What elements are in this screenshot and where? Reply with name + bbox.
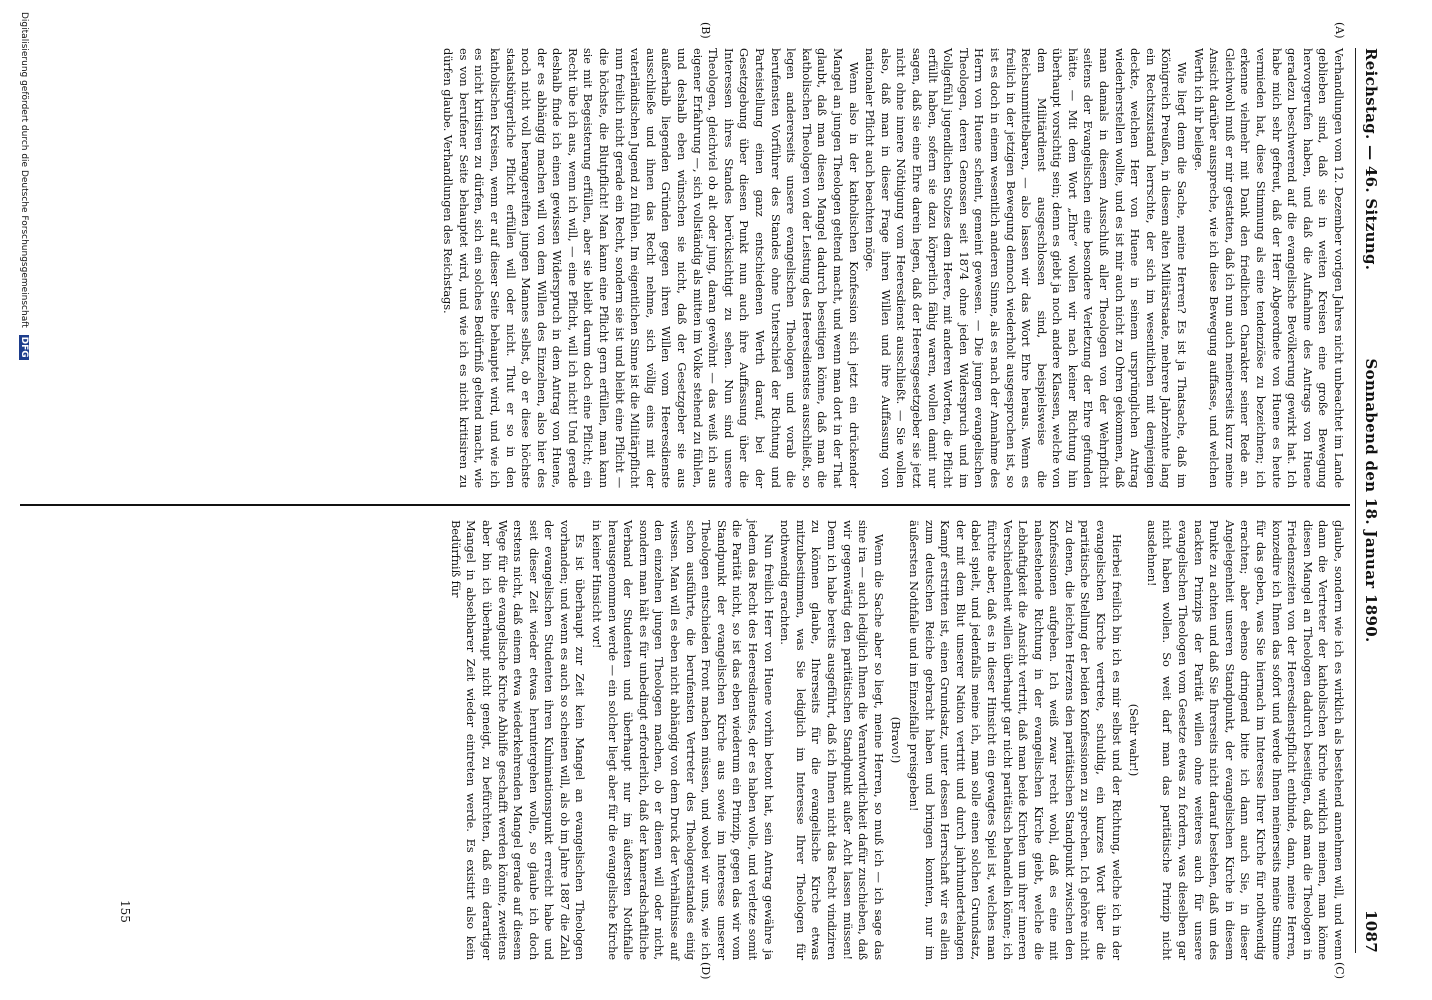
left-column	[439, 48, 1346, 488]
column-divider	[20, 504, 1350, 506]
page-number: 1087	[1362, 910, 1380, 953]
margin-marker-b: (B)	[699, 22, 712, 39]
margin-marker-a: (A)	[1333, 22, 1346, 39]
page-header	[1356, 48, 1380, 953]
paragraph: Es ist überhaupt zur Zeit kein Mangel an evangelischen Theologen vorhanden; und wenn es auch so scheinen will, als ob im Jahre 1887 die Zahl der evangelischen Studenten ihren Kulminationspunkt erreicht habe und seit dieser Zeit wieder etwas heruntergehen wolle, so glaube ich doch erstens nicht, daß einem etwa wiederkehrenden Mangel gerade auf diesem Wege für die evangelische Kirche Abhilfe geschafft werden könnte, zweitens aber bin ich überhaupt nicht geneigt, zu befürchten, daß ein derartiger Mangel in absehbarer Zeit wieder eintreten werde. Es existirt also kein Bedürfniß für	[448, 520, 588, 960]
paragraph: Hierbei freilich bin ich es mir selbst und der Richtung, welche ich in der evangelischen Kirche vertrete, schuldig, ein kurzes Wort über die paritätische Stellung der beiden Konfessionen zu sprechen. Ich gehöre nicht zu denen, die leichten Herzens den paritätischen Standpunkt zwischen den Konfessionen aufgeben. Ich weiß zwar recht wohl, daß es eine mit nahestehende Richtung in der evangelischen Kirche giebt, welche die Lebhaftigkeit die Ansicht vertritt, daß man beide Kirchen um ihrer inneren Verschiedenheit willen überhaupt gar nicht paritätisch behandeln könne; ich fürchte aber, daß es in dieser Hinsicht ein gewagtes Spiel ist, welches man dabei spielt, und jedenfalls meine ich, man solle einen solchen Grundsatz, der mit dem Blut unserer Nation vertritt und durch jahrhundertelangen Kampf erstritten ist, einen Grundsatz, unter dessen Herrschaft wir es allein zum deutschen Reiche gebracht haben und bringen konnten, nur im äußersten Nothfalle und im Einzelfalle preisgeben!	[906, 520, 1124, 960]
digitization-note	[19, 12, 29, 360]
header-date: Sonnabend den 18. Januar 1890.	[1362, 358, 1380, 643]
digitization-text: Digitalisierung gefördert durch die Deutsche Forschungsgemeinschaft	[19, 12, 29, 328]
margin-marker-d: (D)	[699, 962, 712, 980]
margin-marker-c: (C)	[1333, 962, 1346, 979]
paragraph: Wenn die Sache aber so liegt, meine Herren, so muß ich — ich sage das sine ira — auch lediglich Ihnen die Verantwortlichkeit dafür zuschieben, daß wir gegenwärtig den paritätischen Standpunkt außer Acht lassen müssen! Denn ich habe bereits ausgeführt, daß ich Ihnen nicht das Recht vindiziren zu können glaube, Ihrerseits für die evangelische Kirche etwas mitzubestimmen, was Sie lediglich im Interesse Ihrer Theologen für nothwendig erachten.	[778, 520, 886, 960]
paragraph: glaube, sondern wie ich es wirklich als bestehend annehmen will, und wenn dann die Vertreter der katholischen Kirche wirklich meinen, man könne diesen Mangel an Theologen dadurch beseitigen, daß man die Theologen in Friedenszeiten von der Heeresdienstpflicht entbinde, dann, meine Herren, konzedire ich Ihnen das sofort und werde Ihnen meinerseits meine Stimme für das geben, was Sie hiernach im Interesse Ihrer Kirche für nothwendig erachten; aber ebenso dringend bitte ich dann auch Sie, in dieser Angelegenheit unseren Standpunkt, der evangelischen Kirche in diesem Punkte zu achten und daß Sie Ihrerseits nicht darauf bestehen, daß um des nackten Prinzips der Parität willen ohne weiteres auch für unsere evangelischen Theologen vom Gesetze etwas zu fordern, was dieselben gar nicht haben wollen. So weit darf man das paritätische Prinzip nicht ausdehnen!	[1144, 520, 1346, 960]
header-left: Reichstag. — 46. Sitzung.	[1362, 48, 1380, 271]
interjection: (Bravo!)	[889, 716, 904, 764]
paragraph: Nun freilich Herr von Huene vorhin betont hat, sein Antrag gewähre ja jedem das Recht des Heeresdienstes, der es haben wolle, und verletze somit die Parität nicht, so ist das eben wiederum ein Prinzip, gegen das wir vom Standpunkt der evangelischen Kirche aus sowie im Interesse unserer Theologen entschieden Front machen müssen, und wobei wir uns, wie ich schon ausführte, die berufensten Vertreter des Theologenstandes einig wissen. Man will es eben nicht abhängig von dem Druck der Verhältnisse auf den einzelnen jungen Theologen machen, ob er dienen will oder nicht, sondern man hält es für unbedingt erforderlich, daß der kameradschaftliche Verband der Studenten und überhaupt nur im äußersten Nothfalle herausgenommen werde — ein solcher liegt aber für die evangelische Kirche in keiner Hinsicht vor!	[590, 520, 776, 960]
right-column	[446, 520, 1346, 960]
paragraph: Wie liegt denn die Sache, meine Herren? Es ist ja Thatsache, daß im Königreich Preußen, in diesem alten Militärstaate, mehrere Jahrzehnte lang ein Rechtszustand herrschte, der sich im wesentlichen mit demjenigen deckte, welchen Herr von Huene in seinem ursprünglichen Antrag wiederherstellen wollte, und es ist mir auch nicht zu Ohren gekommen, daß man damals in diesem Ausschluß aller Theologen von der Wehrpflicht seitens der Evangelischen eine besondere Verletzung der Ehre gefunden hätte. — Mit dem Wort „Ehre“ wollen wir nach keiner Richtung hin überhaupt vorsichtig sein; denn es giebt ja noch andere Klassen, welche von dem Militärdienst ausgeschlossen sind, beispielsweise die Reichsunmittelbaren, — also lassen wir das Wort Ehre heraus. Wenn es freilich in der jetzigen Bewegung dennoch wiederholt ausgesprochen ist, so ist es doch in einem wesentlich anderen Sinne, als es nach der Annahme des Herrn von Huene scheint, gemeint gewesen. — Die jungen evangelischen Theologen, deren Genossen seit 1874 ohne jeden Widerspruch und im Vollgefühl jugendlichen Stolzes dem Heere, mit anderen Worten, die Pflicht erfüllt haben, sofern sie dazu körperlich fähig waren, wollen damit nur sagen, daß sie eine Ehre darein legen, daß der Heeresgesetzgeber sie jetzt nicht ohne innere Nöthigung vom Heeresdienst ausschließt. — Sie wollen also, daß man in dieser Frage ihren Willen und ihre Auffassung von nationaler Pflicht auch beachten möge.	[863, 48, 1190, 488]
signature-mark: 155	[118, 900, 132, 923]
header-rule	[1355, 48, 1356, 953]
interjection: (Sehr wahr!)	[1127, 703, 1142, 777]
dfg-logo: DFG	[19, 336, 29, 358]
paragraph: Verhandlungen vom 12. Dezember vorigen Jahres nicht unbeachtet im Lande geblieben sind, daß sie in weiten Kreisen eine große Bewegung hervorgerufen haben, und daß die Aufnahme des Antrags von Huene geradezu beschwerend auf die evangelische Bevölkerung gewirkt hat. Ich habe mich sehr gefreut, daß der Herr Abgeordnete von Huene es heute vermieden hat, diese Stimmung als eine tendenziöse zu bezeichnen; ich erkenne vielmehr mit Dank den friedlichen Charakter seiner Rede an. Gleichwohl muß er mir gestatten, daß ich nun auch meinerseits kurz meine Ansicht darüber ausspreche, wie ich diese Bewegung auffasse, und welchen Werth ich ihr beilege.	[1191, 48, 1346, 488]
paragraph: Wenn also in der katholischen Konfession sich jetzt ein drückender Mangel an jungen Theologen geltend macht, und wenn man dort in der That glaubt, daß man diesen Mangel dadurch beseitigen könne, daß man die katholischen Theologen von der Leistung des Heeresdienstes ausschließt, so legen andererseits unsere evangelischen Theologen und vorab die berufensten Vorführer des Standes ohne Unterschied der Richtung und Parteistellung einen ganz entschiedenen Werth darauf, bei der Gesetzgebung über diesen Punkt nun auch ihre Auffassung über die Interessen ihres Standes berücksichtigt zu sehen. Nun sind unsere Theologen, gleichviel ob alt oder jung, daran gewöhnt — das weiß ich aus eigener Erfahrung —, sich vollständig als mitten im Volke stehend zu fühlen, und deshalb eben wünschen sie nicht, daß der Gesetzgeber sie aus außerhalb liegenden Gründen gegen ihren Willen vom Heeresdienste ausschließe und ihnen das Recht nehme, sich völlig eins mit der vaterländischen Jugend zu fühlen. Im eigentlichen Sinne ist die Militärpflicht nun freilich nicht gerade ein Recht, sondern sie ist und bleibt eine Pflicht — die höchste, die Blutpflicht! Man kann eine Pflicht gern erfüllen, man kann sie mit Begeisterung erfüllen, aber sie bleibt darum doch eine Pflicht; ein Recht übe ich aus, wenn ich will, — eine Pflicht, will ich nicht! Und gerade deshalb finde ich einen gewissen Widerspruch in dem Antrag von Huene, der es abhängig machen will von dem Willen des Einzelnen, also hier des noch nicht voll herangereiften jungen Mannes selbst, ob er diese höchste staatsbürgerliche Pflicht erfüllen will oder nicht. Thut er so in den katholischen Kreisen, wenn er auf dieser Seite behauptet wird, und wie ich es nicht kritisiren zu dürfen, sich ein solches Bedürfniß geltend macht, wie es von berufener Seite behauptet wird, und wie ich es nicht kritisiren zu dürfen glaube. Verhandlungen des Reichstags.	[441, 48, 861, 488]
